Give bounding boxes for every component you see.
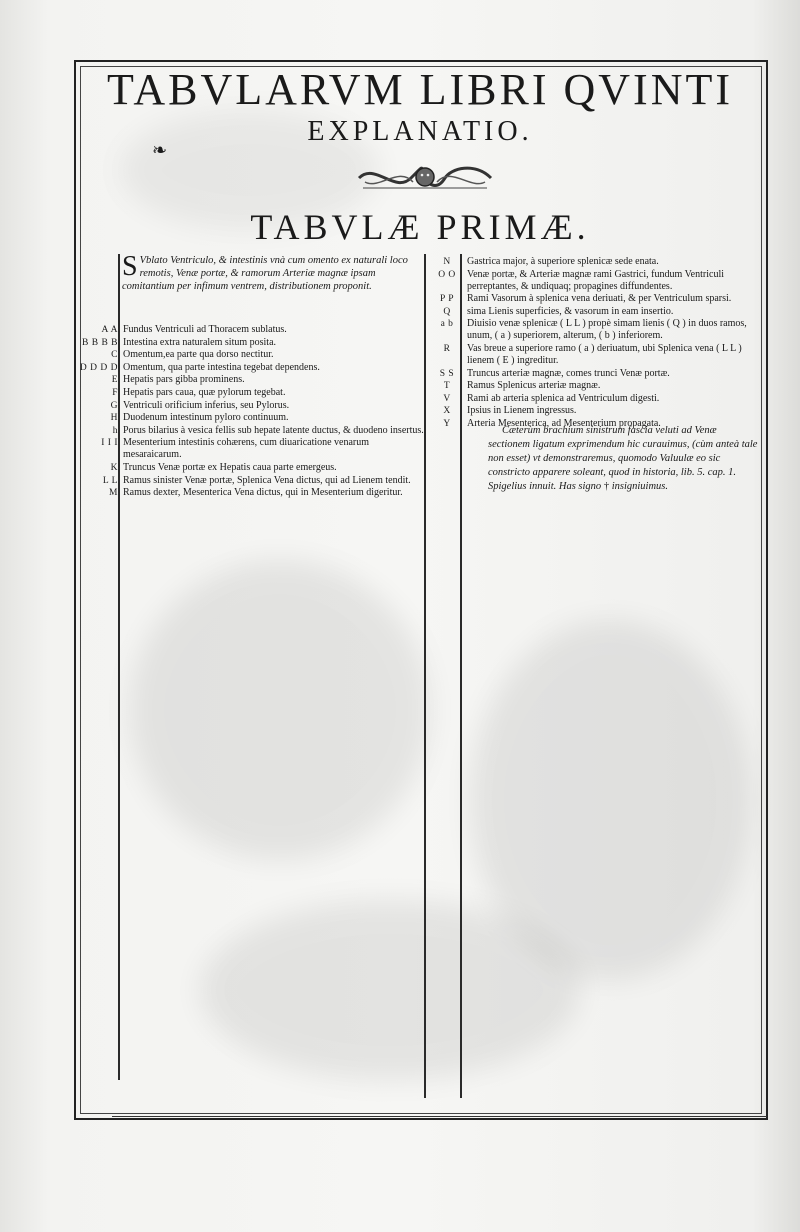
legend-entry (430, 256, 764, 268)
legend-text: Duodenum intestinum pyloro continuum. (123, 412, 289, 424)
legend-entry (430, 368, 764, 380)
legend-entry (78, 462, 424, 474)
legend-entry (78, 412, 424, 424)
legend-text: Arteria Mesenterica, ad Mesenterium propagata. (467, 417, 661, 429)
legend-label: O O (438, 269, 456, 280)
legend-text: Rami ab arteria splenica ad Ventriculum digesti. (467, 392, 660, 404)
legend-entry (78, 475, 424, 487)
legend-label: V (443, 393, 451, 404)
legend-text: Ramus dexter, Mesenterica Vena dictus, qui in Mesenterium digeritur. (123, 487, 403, 499)
legend-text: Mesenterium intestinis cohærens, cum diuaricatione venarum mesaraicarum. (123, 437, 370, 461)
intro-text: Vblato Ventriculo, & intestinis vnà cum omento ex naturali loco remotis, Venæ portæ, & ramorum Arteriæ magnæ ipsam comitantium per infimum ventrem, distributionem proponit. (122, 255, 408, 292)
legend-label: D D D D (79, 362, 118, 373)
legend-entry (78, 324, 424, 336)
legend-entry (78, 387, 424, 399)
closing-note (488, 424, 760, 494)
legend-label: M (109, 488, 118, 499)
legend-entry (430, 405, 764, 417)
legend-label: Y (443, 418, 451, 429)
legend-label: a b (440, 319, 454, 330)
legend-label: C (111, 350, 118, 361)
legend-text: Gastrica major, à superiore splenicæ sede enata. (467, 256, 659, 267)
legend-text: Intestina extra naturalem situm posita. (123, 336, 277, 348)
intro-paragraph (122, 251, 418, 293)
legend-text: Fundus Ventriculi ad Thoracem sublatus. (123, 324, 287, 335)
legend-entry (78, 349, 424, 361)
tabula-title: TABVLÆ PRIMÆ. (250, 207, 590, 247)
ornament-headpiece (355, 160, 495, 196)
legend-entry (430, 343, 764, 367)
legend-label: N (443, 257, 451, 267)
legend-text: Vas breue a superiore ramo ( a ) deriuatum, ubi Splenica vena ( L L ) lienem ( E ) ingreditur. (467, 342, 742, 366)
bottom-rule (112, 1116, 767, 1117)
legend-text: Omentum,ea parte qua dorso nectitur. (123, 349, 274, 361)
legend-text: Omentum, qua parte intestina tegebat dependens. (123, 361, 320, 373)
legend-entry (78, 400, 424, 412)
note-text: Cæterùm brachium sinistrum fascia veluti ad Venæ sectionem ligatum exprimendum hic curauimus, (cùm anteà tale non esset) vt demonstraremus, quomodo Valuulæ eo sic constricto apparere soleant, quod in historia, lib. 5. cap. 1. Spigelius innuit. Has signo (488, 425, 758, 492)
legend-label: B B B B (82, 337, 118, 348)
legend-label: K (110, 462, 118, 473)
legend-label: P P (439, 294, 455, 305)
legend-label: Q (443, 306, 451, 317)
page-title: TABVLARVM LIBRI QVINTI (106, 65, 733, 114)
legend-text: Porus bilarius à vesica fellis sub hepate latente ductus, & duodeno insertus. (123, 424, 424, 436)
legend-text: Diuisio venæ splenicæ ( L L ) propè simam lienis ( Q ) in duos ramos, unum, ( a ) superiorem, alterum, ( b ) inferiorem. (467, 318, 747, 342)
legend-text: Truncus Venæ portæ ex Hepatis caua parte emergeus. (123, 461, 337, 473)
legend-label: G (110, 400, 118, 411)
dagger-sign: † (603, 481, 610, 492)
legend-text: Rami Vasorum à splenica vena deriuati, & per Ventriculum sparsi. (467, 293, 732, 305)
legend-text: Hepatis pars caua, quæ pylorum tegebat. (123, 386, 286, 398)
legend-label: A A (101, 325, 118, 335)
legend-label: L L (102, 475, 118, 486)
right-legend (430, 256, 764, 431)
legend-entry (430, 269, 764, 293)
note-tail: insigniuimus. (611, 481, 668, 492)
legend-entry (78, 487, 424, 499)
legend-entry (430, 393, 764, 405)
legend-text: sima Lienis superficies, & vasorum in eam insertio. (467, 305, 674, 317)
page-subtitle: EXPLANATIO. (307, 116, 533, 147)
legend-label: H (110, 413, 118, 424)
legend-label: F (112, 387, 118, 398)
legend-text: Ventriculi orificium inferius, seu Pylorus. (123, 399, 290, 411)
dropcap: S (122, 251, 138, 282)
legend-entry (78, 425, 424, 437)
flourish-icon: ❧ (152, 140, 168, 160)
legend-label: I I I (101, 438, 118, 449)
center-column-rule-left (424, 254, 426, 1098)
legend-label: h (112, 425, 118, 436)
legend-entry (78, 374, 424, 386)
legend-text: Ramus sinister Venæ portæ, Splenica Vena dictus, qui ad Lienem tendit. (123, 474, 411, 486)
legend-text: Truncus arteriæ magnæ, comes trunci Venæ portæ. (467, 367, 670, 379)
legend-label: T (443, 381, 451, 392)
legend-entry (430, 306, 764, 318)
legend-label: R (443, 343, 451, 354)
legend-text: Ramus Splenicus arteriæ magnæ. (467, 380, 601, 392)
legend-entry (430, 293, 764, 305)
left-legend (78, 324, 424, 500)
legend-label: X (443, 406, 451, 417)
legend-label: E (111, 375, 118, 386)
legend-entry (430, 380, 764, 392)
legend-text: Ipsius in Lienem ingressus. (467, 405, 577, 417)
legend-entry (78, 337, 424, 349)
legend-text: Hepatis pars gibba prominens. (123, 374, 245, 386)
legend-text: Venæ portæ, & Arteriæ magnæ rami Gastrici, fundum Ventriculi perreptantes, & undiquaq; propagines diffundentes. (467, 268, 725, 292)
legend-entry (430, 318, 764, 342)
legend-label: S S (439, 368, 455, 379)
legend-entry (78, 437, 424, 461)
legend-entry (78, 362, 424, 374)
